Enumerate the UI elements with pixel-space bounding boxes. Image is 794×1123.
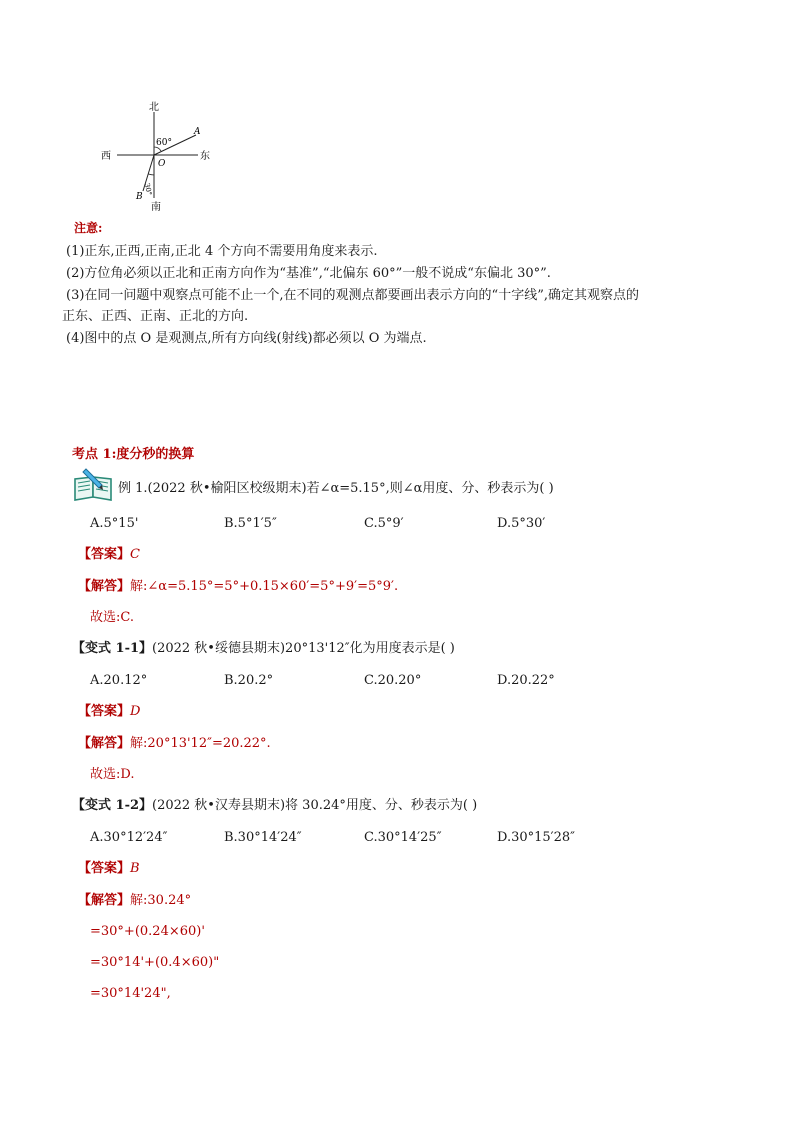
answer-label: 【答案】 xyxy=(78,547,131,562)
variant12-option-d: D.30°15′28″ xyxy=(497,830,576,845)
variant11-conclusion: 故选:D. xyxy=(90,767,135,782)
variant11-label: 【变式 1-1】 xyxy=(72,641,153,656)
label-point-a: A xyxy=(194,127,201,137)
answer-value: D xyxy=(130,704,141,719)
variant11-option-d: D.20.22° xyxy=(497,673,555,688)
variant11-option-c: C.20.20° xyxy=(364,673,422,688)
answer-label: 【答案】 xyxy=(78,861,131,876)
solution-text: 解:30.24° xyxy=(130,893,192,908)
note-item-2: (2)方位角必须以正北和正南方向作为“基准”,“北偏东 60°”一般不说成“东偏北 30°”. xyxy=(66,266,551,281)
variant11-question xyxy=(72,640,455,658)
example1-option-d: D.5°30′ xyxy=(497,516,546,531)
variant12-label: 【变式 1-2】 xyxy=(72,798,153,813)
label-angle-30: 30° xyxy=(142,182,154,197)
solution-label: 【解答】 xyxy=(78,893,131,908)
label-north: 北 xyxy=(149,102,159,113)
label-east: 东 xyxy=(200,151,210,162)
variant12-answer xyxy=(78,860,140,878)
label-point-b: B xyxy=(136,192,143,202)
variant11-answer xyxy=(78,703,140,721)
compass-diagram xyxy=(90,98,220,216)
example1-option-a: A.5°15' xyxy=(90,516,139,531)
label-origin: O xyxy=(158,159,166,169)
example1-option-b: B.5°1′5″ xyxy=(224,516,277,531)
note-item-3-cont: 正东、正西、正南、正北的方向. xyxy=(62,309,249,324)
label-angle-60: 60° xyxy=(156,138,172,148)
variant11-option-a: A.20.12° xyxy=(90,673,148,688)
variant12-option-b: B.30°14′24″ xyxy=(224,830,302,845)
answer-label: 【答案】 xyxy=(78,704,131,719)
note-item-3: (3)在同一问题中观察点可能不止一个,在不同的观测点都要画出表示方向的“十字线”,确定其观察点的 xyxy=(66,288,639,303)
section-heading: 考点 1:度分秒的换算 xyxy=(72,447,195,462)
solution-text: 解:20°13'12″=20.22°. xyxy=(130,736,271,751)
solution-text: 解:∠α=5.15°=5°+0.15×60′=5°+9′=5°9′. xyxy=(130,579,399,594)
variant12-solution xyxy=(78,892,191,910)
answer-value: C xyxy=(130,547,140,562)
solution-label: 【解答】 xyxy=(78,736,131,751)
solution-label: 【解答】 xyxy=(78,579,131,594)
note-item-1: (1)正东,正西,正南,正北 4 个方向不需要用角度来表示. xyxy=(66,244,378,259)
variant12-step-2: =30°14'+(0.4×60)" xyxy=(90,955,220,970)
example1-solution xyxy=(78,578,398,596)
variant11-solution xyxy=(78,735,271,753)
variant12-step-3: =30°14'24", xyxy=(90,986,171,1001)
variant12-option-a: A.30°12′24″ xyxy=(90,830,168,845)
variant11-option-b: B.20.2° xyxy=(224,673,274,688)
variant12-text: (2022 秋•汉寿县期末)将 30.24°用度、分、秒表示为( ) xyxy=(152,798,478,813)
example1-question: 例 1.(2022 秋•榆阳区校级期末)若∠α=5.15°,则∠α用度、分、秒表示为( ) xyxy=(118,481,554,496)
label-south: 南 xyxy=(151,202,161,213)
angle-arc-sw xyxy=(149,174,155,175)
note-item-4: (4)图中的点 O 是观测点,所有方向线(射线)都必须以 O 为端点. xyxy=(66,331,427,346)
variant12-step-1: =30°+(0.24×60)' xyxy=(90,924,205,939)
notes-title: 注意: xyxy=(74,221,103,235)
answer-value: B xyxy=(130,861,140,876)
label-west: 西 xyxy=(101,151,111,162)
example1-option-c: C.5°9′ xyxy=(364,516,404,531)
example1-conclusion: 故选:C. xyxy=(90,610,134,625)
variant12-question xyxy=(72,797,477,815)
variant12-option-c: C.30°14′25″ xyxy=(364,830,442,845)
book-pencil-icon xyxy=(72,467,116,503)
variant11-text: (2022 秋•绥德县期末)20°13'12″化为用度表示是( ) xyxy=(152,641,455,656)
example1-answer xyxy=(78,546,140,564)
